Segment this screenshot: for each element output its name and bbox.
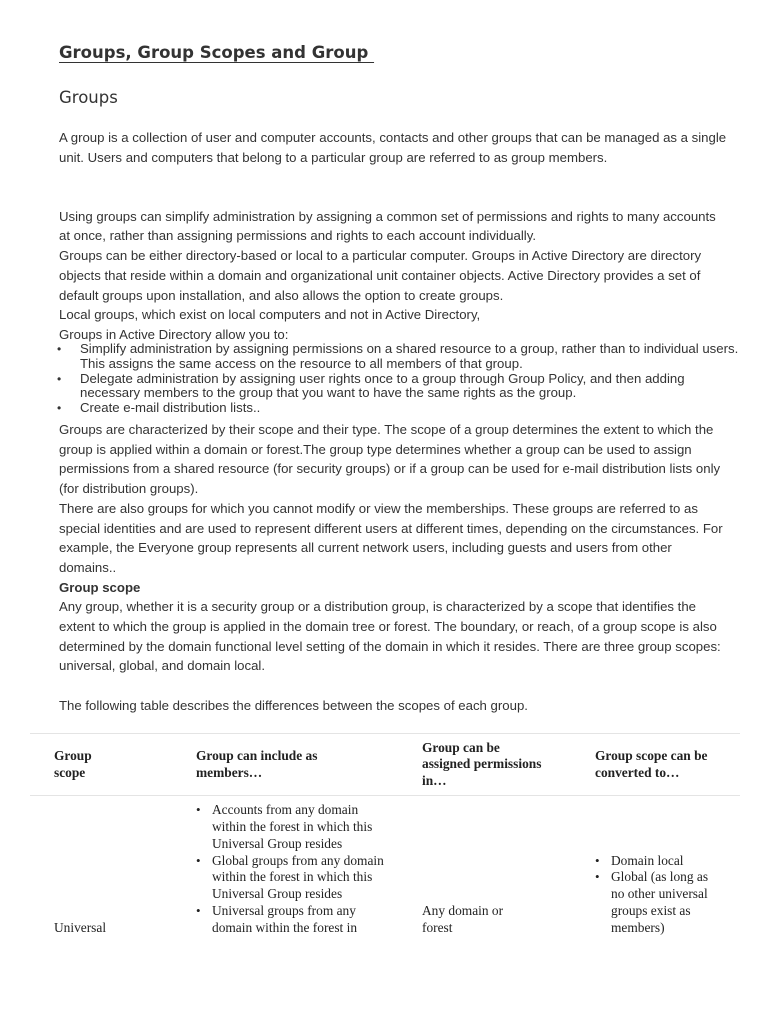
table-row [30,796,740,939]
table-header-converted: Group scope can be converted to… [595,734,740,796]
list-item: • Delegate administration by assigning user rights once to a group through Group Policy, and then adding necessary members to the group that you want to have the same rights as the group. [59,372,739,402]
paragraph-text: Groups are characterized by their scope and their type. The scope of a group determines the extent to which the group is applied within a domain or forest.The group type determines whether a group can be used to assign permissions from a shared resource (for security groups) or if a group can be used for e-mail distribution lists only (for distribution groups). There are also groups for which you cannot modify or view the memberships. These groups are referred to as special identities and are used to represent different users at different times, depending on the circumstances. For example, the Everyone group represents all current network users, including guests and users from other domains.. [59,422,723,575]
group-scope-heading: Group scope [59,579,141,595]
table-header-row [30,734,740,796]
section-heading-groups: Groups [59,88,118,107]
table-cell-permissions: Any domain or forest [422,903,504,935]
list-item: • Global (as long as no other universal groups exist as members) [611,869,716,936]
paragraph-using-groups [59,187,729,345]
list-item: • Universal groups from any domain within the forest in [212,903,392,937]
table-header-members: Group can include as members… [196,734,422,796]
table-cell-members [196,796,422,939]
paragraph-scope-and-type [59,420,729,676]
list-item: • Simplify administration by assigning permissions on a shared resource to a group, rather than to individual users. This assigns the same access on the resource to all members of that group. [59,342,739,372]
paragraph-text: Using groups can simplify administration by assigning a common set of permissions and rights to many accounts at once, rather than assigning permissions and rights to each account individually. Groups can be either directory-based or local to a particular computer. Groups in Active Directory are directory objects that reside within a domain and organizational unit container objects. Active Directory provides a set of default groups upon installation, and also allows the option to create groups. Local groups, which exist on local computers and not in Active Directory, Groups in Active Directory allow you to: [59,208,716,342]
table-header-scope: Group scope [30,734,196,796]
groups-benefits-list [59,342,739,416]
list-item: • Domain local [611,853,716,870]
table-cell-scope: Universal [54,919,107,935]
paragraph-group-definition [59,128,729,167]
list-item: • Global groups from any domain within the forest in which this Universal Group resides [212,853,392,903]
group-scope-table [30,733,716,939]
table-header-permissions: Group can be assigned permissions in… [422,734,595,796]
paragraph-table-intro: The following table describes the differences between the scopes of each group. [59,698,528,713]
paragraph-text: Any group, whether it is a security group or a distribution group, is characterized by a scope that identifies the extent to which the group is applied in the domain tree or forest. The boundary, or reach, of a group scope is also determined by the domain functional level setting of the domain in which it resides. There are three group scopes: universal, global, and domain local. [59,599,721,674]
list-item: • Create e-mail distribution lists.. [59,401,739,416]
table-cell-converted [595,796,740,939]
document-title: Groups, Group Scopes and Group [59,43,375,62]
list-item: • Accounts from any domain within the forest in which this Universal Group resides [212,802,392,852]
paragraph-text: A group is a collection of user and computer accounts, contacts and other groups that can be managed as a single unit. Users and computers that belong to a particular group are referred to as group members. [59,130,727,165]
